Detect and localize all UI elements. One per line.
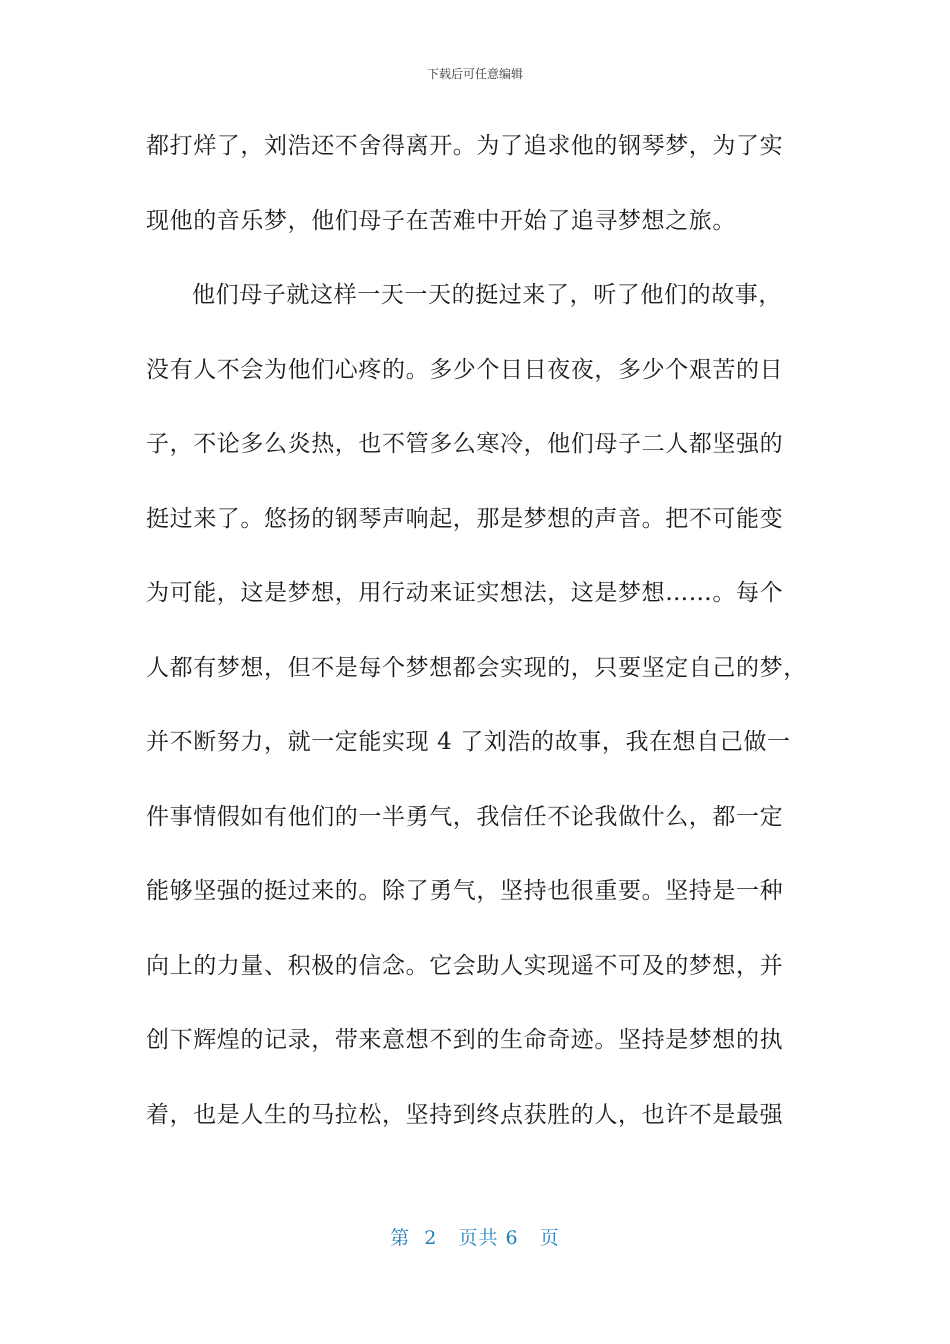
text-line: 为可能，这是梦想，用行动来证实想法，这是梦想……。每个 bbox=[146, 580, 784, 606]
text-line: 并不断努力，就一定能实现 4 了刘浩的故事，我在想自己做一 bbox=[146, 729, 791, 755]
text-line: 件事情假如有他们的一半勇气，我信任不论我做什么，都一定 bbox=[146, 803, 784, 830]
text-line: 都打烊了，刘浩还不舍得离开。为了追求他的钢琴梦，为了实 bbox=[146, 133, 784, 159]
text-line: 现他的音乐梦，他们母子在苦难中开始了追寻梦想之旅。 bbox=[146, 207, 736, 234]
text-line: 创下辉煌的记录，带来意想不到的生命奇迹。坚持是梦想的执 bbox=[146, 1027, 784, 1053]
text-line: 能够坚强的挺过来的。除了勇气，坚持也很重要。坚持是一种 bbox=[146, 878, 784, 904]
page-header: 下载后可任意编辑 bbox=[426, 67, 523, 81]
page-number-footer: 第 2 页共 6 页 bbox=[390, 1227, 560, 1249]
text-line: 子，不论多么炎热，也不管多么寒冷，他们母子二人都坚强的 bbox=[146, 431, 784, 457]
paragraph-start-line: 他们母子就这样一天一天的挺过来了，听了他们的故事， bbox=[192, 282, 782, 308]
text-line: 挺过来了。悠扬的钢琴声响起，那是梦想的声音。把不可能变 bbox=[146, 505, 784, 532]
document-body bbox=[146, 124, 806, 1167]
text-line: 向上的力量、积极的信念。它会助人实现遥不可及的梦想，并 bbox=[146, 952, 784, 979]
text-line: 着，也是人生的马拉松，坚持到终点获胜的人，也许不是最强 bbox=[146, 1101, 784, 1128]
text-line: 没有人不会为他们心疼的。多少个日日夜夜，多少个艰苦的日 bbox=[146, 356, 784, 383]
text-line: 人都有梦想，但不是每个梦想都会实现的，只要坚定自己的梦， bbox=[146, 654, 807, 681]
